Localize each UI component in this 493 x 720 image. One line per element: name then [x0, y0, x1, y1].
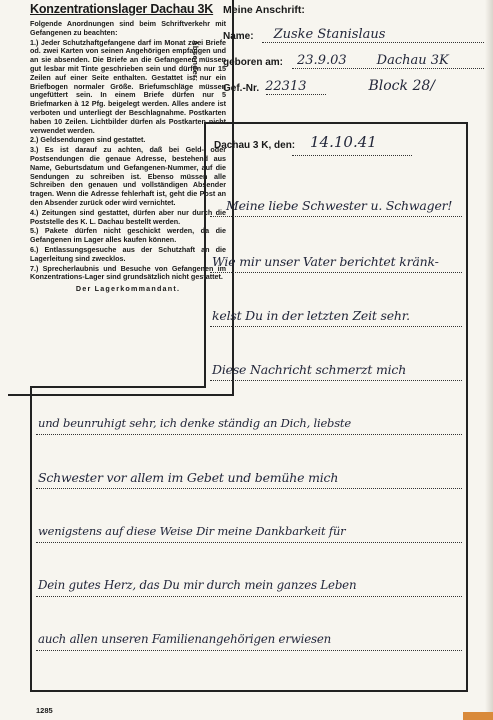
- letter-line: Schwester vor allem im Gebet und bemühe mich: [38, 470, 339, 485]
- letter-line: auch allen unseren Familienangehörigen erwiesen: [38, 632, 332, 646]
- block-value: Block 28/: [368, 78, 435, 94]
- ruled-line: [210, 380, 462, 381]
- prisoner-number-value: 22313: [265, 79, 307, 94]
- paper-edge: [485, 0, 493, 720]
- number-line: [266, 94, 326, 95]
- name-row: [223, 22, 385, 42]
- letter-line: kelst Du in der letzten Zeit sehr.: [212, 308, 410, 323]
- regulation-item-5: 5.) Pakete dürfen nicht geschickt werden, da die Gefangenen im Lager alles kaufen können.: [30, 226, 226, 245]
- ruled-line: [210, 216, 462, 217]
- name-label: Name:: [223, 31, 254, 42]
- sender-label: Absender:: [191, 40, 200, 82]
- form-number: 1285: [36, 706, 53, 715]
- regulation-item-1: 1.) Jeder Schutzhaftgefangene darf im Monat zwei Briefe od. zwei Karten von seinen Angehörigen empfangen und an sie absenden. Die Briefe an die Gefangenen müssen gut lesbar mit Tinte geschrieben sein und dürfen nur 15 Zeilen auf einer Seite enthalten. Gestattet ist nur ein Briefbogen normaler Größe. Briefumschläge müssen ungefüttert sein. In einem Briefe dürfen nur 5 Briefmarken à 12 Pfg. beigelegt werden. Alles andere ist verboten und unterliegt der Beschlagnahme. Postkarten haben 10 Zeilen. Lichtbilder dürfen als Postkarten nicht verwendet werden.: [30, 37, 226, 135]
- ruled-line: [36, 650, 462, 651]
- letter-line: und beunruhigt sehr, ich denke ständig an Dich, liebste: [38, 416, 351, 430]
- birth-row: [223, 48, 449, 68]
- ruled-line: [36, 434, 462, 435]
- name-value: Zuske Stanislaus: [273, 27, 386, 42]
- regulation-item-3: 3.) Es ist darauf zu achten, daß bei Geld- oder Postsendungen die genaue Adresse, bestehend aus Name, Geburtsdatum und Gefangenen-Nummer, auf die Sendungen zu schreiben ist. Ebenso müssen alle Schreiben den genauen und vollständigen Absender tragen. Wenn die Adresse fehlerhaft ist, geht die Post an den Absender zurück oder wird vernichtet.: [30, 145, 226, 207]
- prisoner-number-label: Gef.-Nr.: [223, 83, 260, 94]
- regulation-item-7: 7.) Sprecherlaubnis und Besuche von Gefangenen im Konzentrations-Lager sind grundsätzlich nicht gestattet.: [30, 263, 226, 282]
- letter-line: Diese Nachricht schmerzt mich: [212, 362, 407, 377]
- birth-value: 23.9.03: [297, 53, 347, 68]
- background-strip: [463, 712, 493, 720]
- ruled-line: [36, 488, 462, 489]
- letter-box-lower: [30, 386, 468, 692]
- ruled-line: [210, 272, 462, 273]
- birth-line: [292, 68, 484, 69]
- ruled-line: [36, 596, 462, 597]
- commandant-signoff: Der Lagerkommandant.: [75, 284, 181, 294]
- ruled-line: [210, 326, 462, 327]
- name-line: [262, 42, 484, 43]
- regulation-item-6: 6.) Entlassungsgesuche aus der Schutzhaft an die Lagerleitung sind zwecklos.: [30, 244, 226, 263]
- birth-label: geboren am:: [223, 57, 284, 68]
- regulations-panel: [8, 0, 234, 396]
- letter-line: wenigstens auf diese Weise Dir meine Dankbarkeit für: [38, 524, 346, 538]
- date-label: Dachau 3 K, den:: [214, 140, 296, 151]
- place-value: Dachau 3K: [376, 53, 449, 68]
- address-heading: Meine Anschrift:: [223, 4, 305, 16]
- letter-line: Dein gutes Herz, das Du mir durch mein ganzes Leben: [38, 578, 357, 592]
- camp-title: Konzentrationslager Dachau 3K: [30, 2, 214, 16]
- ruled-line: [36, 542, 462, 543]
- regulations-intro: Folgende Anordnungen sind beim Schriftverkehr mit Gefangenen zu beachten:: [30, 19, 226, 37]
- number-row: [223, 74, 435, 94]
- date-value: 14.10.41: [310, 133, 377, 151]
- letter-line: Wie mir unser Vater berichtet kränk-: [212, 254, 439, 269]
- regulation-item-4: 4.) Zeitungen sind gestattet, dürfen aber nur durch die Poststelle des K. L. Dachau bestellt werden.: [30, 207, 226, 226]
- date-line: [292, 155, 412, 156]
- regulation-item-2: 2.) Geldsendungen sind gestattet.: [30, 135, 146, 145]
- letter-line: Meine liebe Schwester u. Schwager!: [226, 198, 453, 213]
